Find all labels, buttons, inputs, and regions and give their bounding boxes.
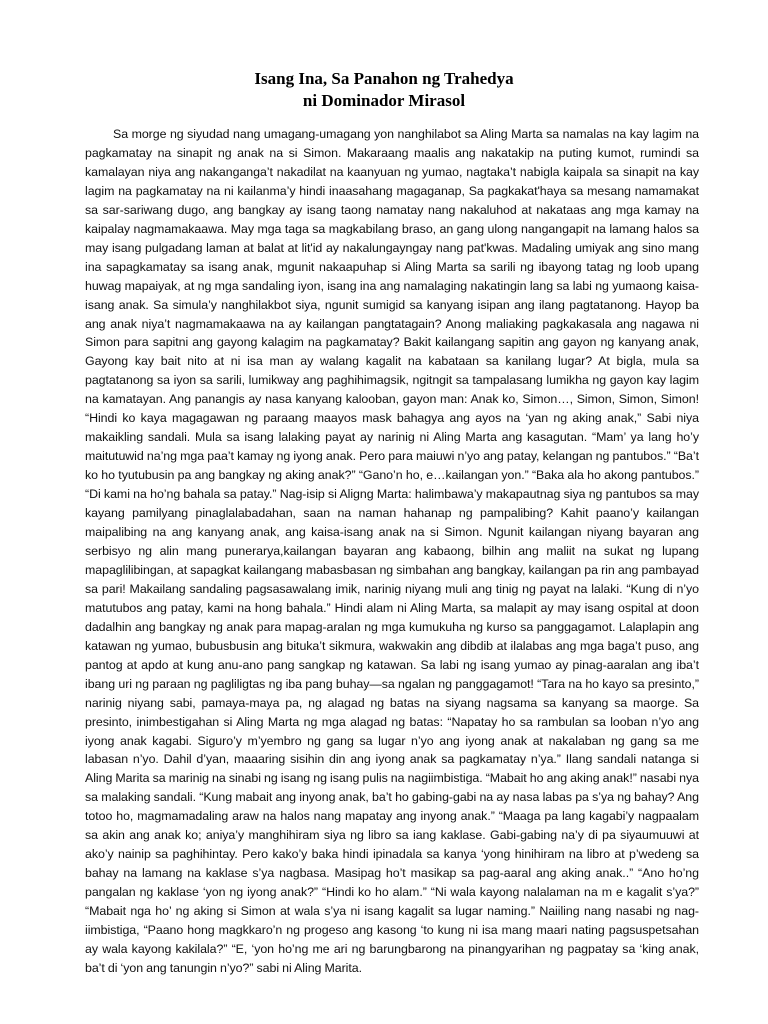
document-title: Isang Ina, Sa Panahon ng Trahedya	[254, 69, 514, 88]
title-block	[0, 68, 768, 112]
author-line: ni Dominador Mirasol	[302, 91, 466, 110]
story-body-paragraph: Sa morge ng siyudad nang umagang-umagang yon nanghilabot sa Aling Marta sa namalas na kay lagim na pagkamatay na sinapit ng anak na si Simon. Makaraang maalis ang nakatakip na puting kumot, rumindi sa kamalayan niya ang nakanganga’t nakadilat na kaanyuan ng yumao, nagtaka’t nabigla kaipala sa sinapit na kay lagim na pagkamatay na ni kailanma’y hindi inaasahang magaganap, Sa pagkakat'haya sa mesang namamakat sa sar-sariwang dugo, ang bangkay ay isang taong namatay nang nakaluhod at nakataas ang mga kamay na kaipalay nagmamakaawa. May mga taga sa magkabilang braso, an gang ulong nangangapit na lamang halos sa may isang pulgadang laman at balat at lit'id ay nakalungayngay nang pat'kwas. Madaling umiyak ang sino mang ina sapagkamatay sa isang anak, mgunit nakaapuhap si Aling Marta sa sarili ng ibayong tatag ng loob upang huwag mapaiyak, at ng mga sandaling iyon, isang ina ang namalaging nakatingin lang sa labi ng yumaong kaisa-isang anak. Sa simula’y nanghilakbot siya, ngunit sumigid sa kanyang isipan ang ilang pagtatanong. Hayop ba ang anak niya’t nagmamakaawa na ay kailangan pangtatagain? Anong maliaking pagkakasala ang nagawa ni Simon para sapitni ang gayong kalagim na pagkamatay? Bakit kailangang sapitin ang gayon ng kanyang anak, Gayong kay bait nito at ni isa man ay walang kagalit na kabataan sa kanilang lugar? At bigla, mula sa pagtatanong sa iyon sa sarili, lumikway ang paghihimagsik, ngitngit sa tampalasang lumikha ng gayon kay lagim na kamatayan. Ang panangis ay nasa kanyang kalooban, gayon man: Anak ko, Simon…, Simon, Simon, Simon! “Hindi ko kaya magagawan ng paraang maayos mask bahagya ang ayos na ‘yan ng aking anak,” Sabi niya makaikling sandali. Mula sa isang lalaking payat ay narinig ni Aling Marta ang kasagutan. “Mam’ ya lang ho’y maitutuwid na’ng mga paa’t kamay ng iyong anak. Pero para maiuwi n’yo ang patay, kelangan ng pantubos.” “Ba’t ko ho tyutubusin pa ang bangkay ng aking anak?” “Gano’n ho, e…kailangan yon.” “Baka ala ho akong pantubos.” “Di kami na ho’ng bahala sa patay.” Nag-isip si Aligng Marta: halimbawa’y makapautnag siya ng pantubos sa may kayang pamilyang pinaglalabadahan, saan na naman hahanap ng pampalibing? Kahit paano’y kailangan maipalibing na ang kanyang anak, ang kaisa-isang anak na si Simon. Ngunit kailangan niyang bayaran ang serbisyo ng alin mang punerarya,kailangan bayaran ang kabaong, bilhin ang maliit na sukat ng lupang mapaglilibingan, at sapagkat kailangang mabasbasan ng simbahan ang bangkay, kailangan pa rin ang pambayad sa pari! Makailang sandaling pagsasawalang imik, narinig niyang muli ang tinig ng payat na lalaki. “Kung di n’yo matutubos ang patay, kami na hong bahala.” Hindi alam ni Aling Marta, sa malapit ay may isang ospital at doon dadalhin ang bangkay ng anak para mapag-aralan ng mga kumukuha ng kurso sa panggagamot. Lalaplapin ang katawan ng yumao, bubusbusin ang bituka’t sikmura, wakwakin ang dibdib at ilalabas ang mga baga’t puso, ang pantog at apdo at kung anu-ano pang sangkap ng katawan. Sa labi ng isang yumao ay pinag-aaralan ang iba’t ibang uri ng paraan ng pagliligtas ng iba pang buhay—sa ngalan ng panggagamot! “Tara na ho kayo sa presinto,” narinig niyang sabi, pamaya-maya pa, ng alagad ng batas na siyang nagsama sa kanyang sa maorge. Sa presinto, inimbestigahan si Aling Marta ng mga alagad ng batas: “Napatay ho sa rambulan sa looban n’yo ang iyong anak kagabi. Siguro’y m’yembro ng gang sa lugar n’yo ang iyong anak at nakalaban ng gang sa me labasan n’yo. Dahil d’yan, maaaring sisihin din ang iyong anak sa pagkamatay n’ya.” Ilang sandali natanga si Aling Marita sa marinig na sinabi ng isang ng isang pulis na nagiimbistiga. “Mabait ho ang aking anak!” nasabi nya sa malaking sandali. “Kung mabait ang inyong anak, ba’t ho gabing-gabi na ay nasa labas pa s’ya ng bahay? Ang totoo ho, magmamadaling araw na halos nang mapatay ang inyong anak.” “Maaga pa lang kagabi’y nagpaalam sa akin ang anak ko; aniya’y manghihiram siya ng libro sa iang kaklase. Gabi-gabing na’y di pa siyaumuuwi at ako’y nainip sa paghihintay. Pero kako’y baka hindi ipinadala sa kanya ‘yong hinihiram na libro at p’wedeng sa bahay na lamang na kaklase s’ya nagbasa. Masipag ho’t masikap sa pag-aaral ang aking anak..” “Ano ho’ng pangalan ng kaklase ‘yon ng iyong anak?” “Hindi ko ho alam.” “Ni wala kayong nalalaman na m e kagalit s’ya?” “Mabait nga ho’ ng aking si Simon at wala s’ya ni isang kagalit sa lugar naming.” Naiiling nang nasabi ng nag-iimbistiga, “Paano hong magkkaro’n ng progeso ang kasong ‘to kung ni isa mang maari nating pagsuspetsahan ay wala kayong kakilala?” “E, ‘yon ho’ng me ari ng barungbarong na pinangyarihan ng pagpatay sa ‘king anak, ba’t di ‘yon ang tanungin n’yo?” sabi ni Aling Marita.	[85, 127, 700, 975]
